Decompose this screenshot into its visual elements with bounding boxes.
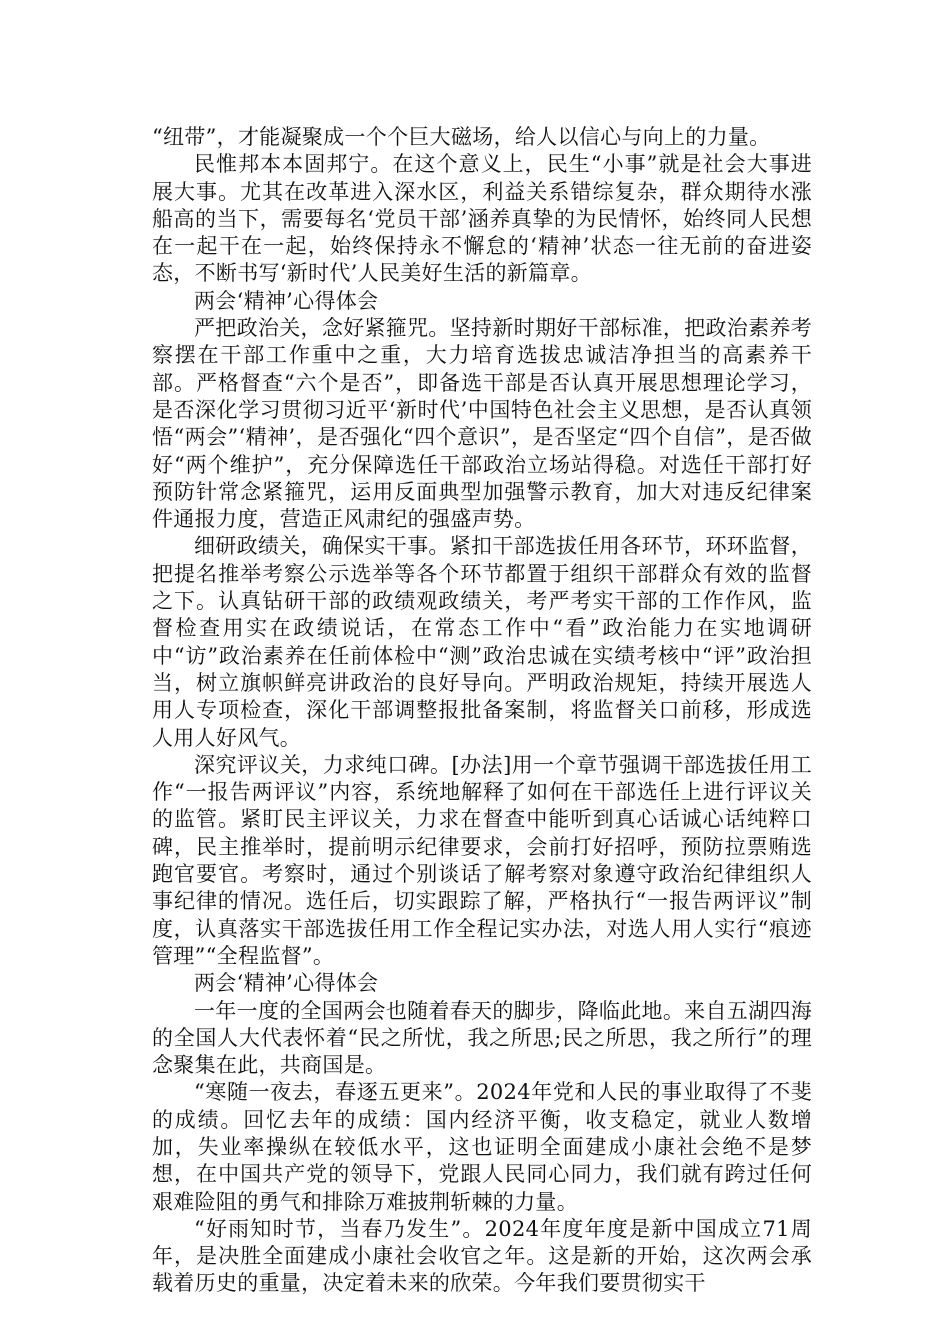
paragraph: “寒随一夜去，春逐五更来”。2024年党和人民的事业取得了不斐的成绩。回忆去年的成绩：国内经济平衡，收支稳定，就业人数增加，失业率操纵在较低水平，这也证明全面建成小康社会绝不是梦想，在中国共产党的领导下，党跟人民同心同力，我们就有跨过任何艰难险阻的勇气和排除万难披荆斩棘的力量。 [152,1080,812,1214]
paragraph: 一年一度的全国两会也随着春天的脚步，降临此地。来自五湖四海的全国人大代表怀着“民之所忧，我之所思;民之所思，我之所行”的理念聚集在此，共商国是。 [152,998,812,1078]
paragraph: 严把政治关，念好紧箍咒。坚持新时期好干部标准，把政治素养考察摆在干部工作重中之重，大力培育选拔忠诚洁净担当的高素养干部。严格督查“六个是否”，即备选干部是否认真开展思想理论学习，是否深化学习贯彻习近平‘新时代’中国特色社会主义思想，是否认真领悟“两会”‘精神’，是否强化“四个意识”，是否坚定“四个自信”，是否做好“两个维护”，充分保障选任干部政治立场站得稳。对选任干部打好预防针常念紧箍咒，运用反面典型加强警示教育，加大对违反纪律案件通报力度，营造正风肃纪的强盛声势。 [152,316,812,532]
paragraph: 民惟邦本本固邦宁。在这个意义上，民生“小事”就是社会大事进展大事。尤其在改革进入深水区，利益关系错综复杂，群众期待水涨船高的当下，需要每名‘党员干部’涵养真挚的为民情怀，始终同人民想在一起干在一起，始终保持永不懈怠的‘精神’状态一往无前的奋进姿态，不断书写‘新时代’人民美好生活的新篇章。 [152,152,812,286]
document-body [152,124,812,1298]
section-heading: 两会‘精神’心得体会 [194,288,379,313]
paragraph: “好雨知时节，当春乃发生”。2024年度年度是新中国成立71周年，是决胜全面建成小康社会收官之年。这是新的开始，这次两会承载着历史的重量，决定着未来的欣荣。今年我们要贯彻实干 [152,1216,812,1296]
paragraph: 细研政绩关，确保实干事。紧扣干部选拔任用各环节，环环监督，把提名推举考察公示选举等各个环节都置于组织干部群众有效的监督之下。认真钻研干部的政绩观政绩关，考严考实干部的工作作风，监督检查用实在政绩说话，在常态工作中“看”政治能力在实地调研中“访”政治素养在任前体检中“测”政治忠诚在实绩考核中“评”政治担当，树立旗帜鲜亮讲政治的良好导向。严明政治规矩，持续开展选人用人专项检查，深化干部调整报批备案制，将监督关口前移，形成选人用人好风气。 [152,534,812,750]
paragraph: “纽带”，才能凝聚成一个个巨大磁场，给人以信心与向上的力量。 [152,125,771,149]
section-heading: 两会‘精神’心得体会 [194,971,379,996]
paragraph: 深究评议关，力求纯口碑。[办法]用一个章节强调干部选拔任用工作“一报告两评议”内容，系统地解释了如何在干部选任上进行评议关的监管。紧盯民主评议关，力求在督查中能听到真心话诚心话纯粹口碑，民主推举时，提前明示纪律要求，会前打好招呼，预防拉票贿选跑官要官。考察时，通过个别谈话了解考察对象遵守政治纪律组织人事纪律的情况。选任后，切实跟踪了解，严格执行“一报告两评议”制度，认真落实干部选拔任用工作全程记实办法，对选人用人实行“痕迹管理”“全程监督”。 [152,752,812,968]
